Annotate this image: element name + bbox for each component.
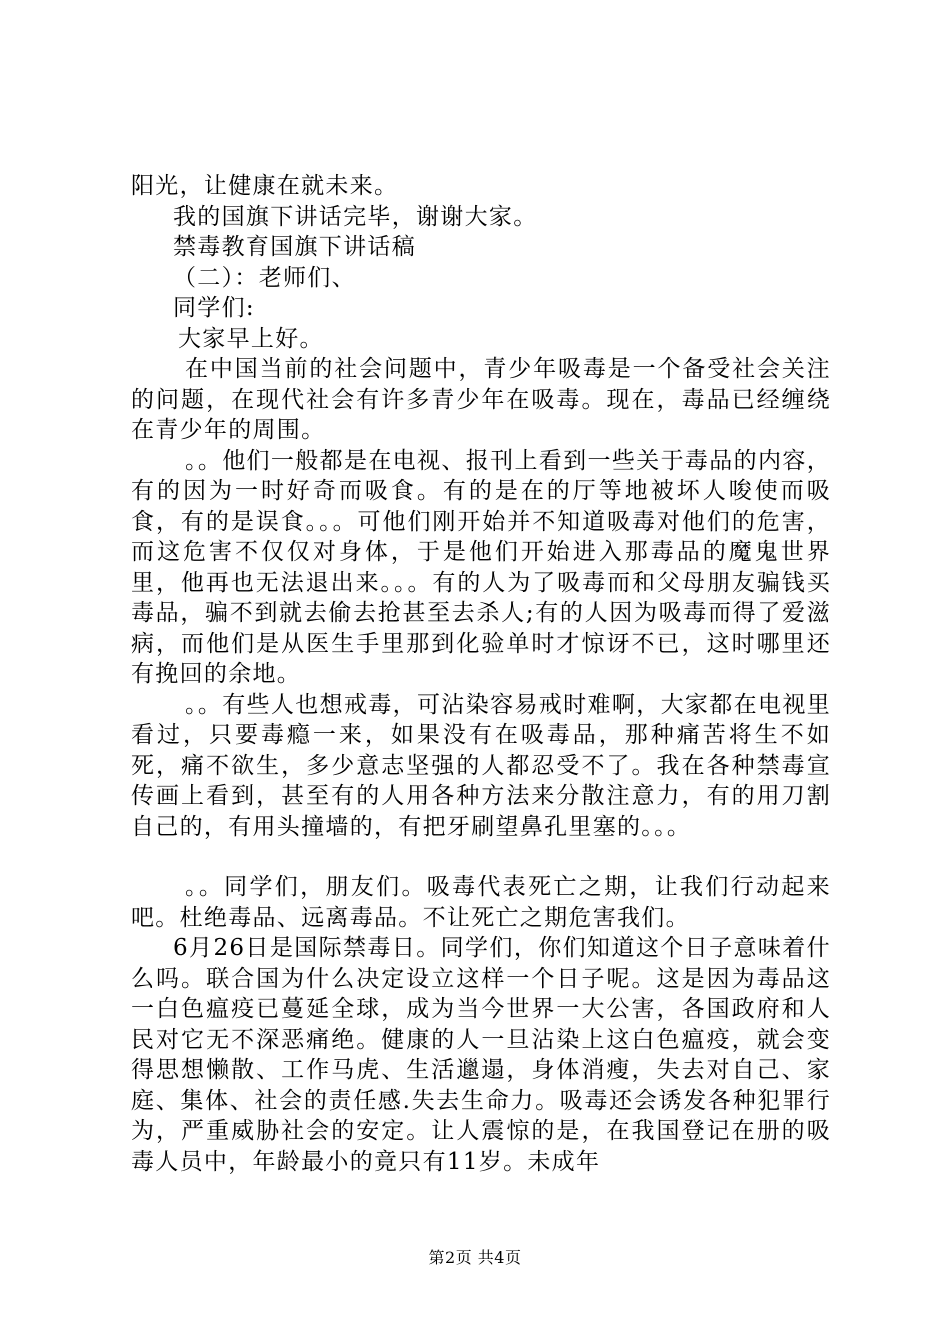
paragraph: 大家早上好。: [178, 325, 324, 352]
document-body: [131, 171, 831, 1177]
paragraph: 。。有些人也想戒毒，可沾染容易戒时难啊，大家都在电视里看过，只要毒瘾一来，如果没有在吸毒品，那种痛苦将生不如死，痛不欲生，多少意志坚强的人都忍受不了。我在各种禁毒宣传画上看到，甚至有的人用各种方法来分散注意力，有的用刀割自己的，有用头撞墙的，有把牙刷望鼻孔里塞的。。。: [131, 691, 831, 840]
paragraph: 。。他们一般都是在电视、报刊上看到一些关于毒品的内容，有的因为一时好奇而吸食。有的是在的厅等地被坏人唆使而吸食，有的是误食。。。可他们刚开始并不知道吸毒对他们的危害，而这危害不仅仅对身体，于是他们开始进入那毒品的魔鬼世界里，他再也无法退出来。。。有的人为了吸毒而和父母朋友骗钱买毒品，骗不到就去偷去抢甚至去杀人;有的人因为吸毒而得了爱滋病，而他们是从医生手里那到化验单时才惊讶不已，这时哪里还有挽回的余地。: [131, 447, 831, 687]
section-title: 禁毒教育国旗下讲话稿: [173, 234, 416, 260]
paragraph: 我的国旗下讲话完毕，谢谢大家。: [173, 203, 538, 230]
paragraph-spacer: [131, 842, 831, 872]
page-number: 第2页 共4页: [428, 1248, 522, 1267]
paragraph: 同学们:: [173, 295, 255, 321]
paragraph: （二）：老师们、: [173, 264, 356, 291]
paragraph: 。。同学们，朋友们。吸毒代表死亡之期，让我们行动起来吧。杜绝毒品、远离毒品。不让死亡之期危害我们。: [131, 874, 831, 931]
paragraph: 在中国当前的社会问题中，青少年吸毒是一个备受社会关注的问题，在现代社会有许多青少年在吸毒。现在，毒品已经缠绕在青少年的周围。: [131, 356, 831, 443]
paragraph: 阳光，让健康在就未来。: [131, 173, 399, 199]
paragraph: 6月26日是国际禁毒日。同学们，你们知道这个日子意味着什么吗。联合国为什么决定设立这样一个日子呢。这是因为毒品这一白色瘟疫已蔓延全球，成为当今世界一大公害，各国政府和人民对它无不深恶痛绝。健康的人一旦沾染上这白色瘟疫，就会变得思想懒散、工作马虎、生活邋遢，身体消瘦，失去对自己、家庭、集体、社会的责任感.失去生命力。吸毒还会诱发各种犯罪行为，严重威胁社会的安定。让人震惊的是，在我国登记在册的吸毒人员中，年龄最小的竟只有11岁。未成年: [131, 935, 831, 1175]
